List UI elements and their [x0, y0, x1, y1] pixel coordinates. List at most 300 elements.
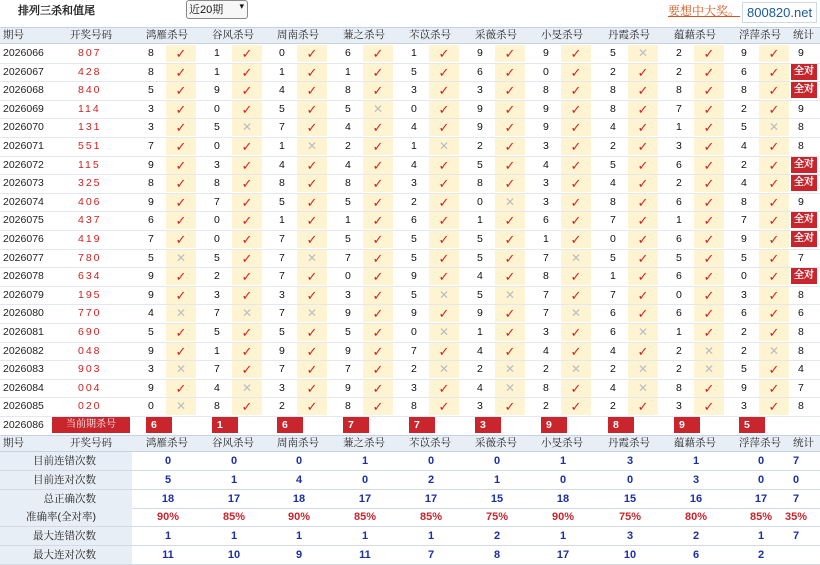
kill-number: 8	[477, 177, 483, 190]
stats-value: 8	[493, 549, 501, 561]
kill-number: 2	[741, 344, 747, 357]
kill-number: 7	[279, 307, 285, 320]
period-select[interactable]	[186, 0, 248, 19]
stats-value: 1	[427, 530, 435, 543]
check-icon: ✓	[495, 268, 525, 285]
check-icon: ✓	[297, 64, 327, 81]
table-row	[0, 44, 820, 64]
check-icon: ✓	[232, 398, 262, 415]
kill-number: 5	[610, 47, 616, 59]
check-icon: ✓	[232, 361, 262, 378]
stats-row	[0, 527, 820, 546]
kill-number: 7	[214, 195, 220, 208]
kill-number: 5	[279, 102, 285, 115]
check-icon: ✓	[232, 45, 262, 62]
issue-number: 2026073	[3, 177, 44, 190]
check-icon: ✓	[694, 287, 724, 304]
kill-number: 3	[477, 84, 483, 97]
kill-number: 5	[477, 288, 483, 301]
draw-number: 840	[78, 84, 102, 97]
check-icon: ✓	[297, 45, 327, 62]
kill-number: 3	[148, 363, 154, 376]
check-icon: ✓	[628, 398, 658, 415]
check-icon: ✓	[759, 250, 789, 267]
kill-number: 5	[411, 65, 417, 78]
check-icon: ✓	[561, 175, 591, 192]
check-icon: ✓	[694, 194, 724, 211]
kill-number: 3	[345, 288, 351, 301]
kill-number: 5	[676, 251, 682, 264]
check-icon: ✓	[694, 101, 724, 118]
kill-number: 7	[279, 270, 285, 283]
draw-number: 048	[78, 344, 102, 357]
kill-number: 9	[741, 233, 747, 245]
check-icon: ✓	[759, 45, 789, 62]
table-row	[0, 156, 820, 176]
check-icon: ✓	[759, 82, 789, 99]
kill-number: 4	[411, 158, 417, 171]
check-icon: ✓	[166, 138, 196, 155]
draw-number: 903	[78, 363, 102, 376]
kill-number: 0	[345, 270, 351, 283]
kill-number: 6	[676, 307, 682, 320]
check-icon: ✓	[561, 194, 591, 211]
expert-header: 小旻杀号	[541, 29, 583, 41]
expert-header: 周南杀号	[277, 29, 319, 41]
check-icon: ✓	[495, 398, 525, 415]
kill-number: 9	[477, 121, 483, 134]
check-icon: ✓	[429, 82, 459, 99]
kill-number: 2	[411, 363, 417, 376]
check-icon: ✓	[495, 212, 525, 229]
kill-number: 8	[148, 47, 154, 59]
kill-number: 0	[741, 270, 747, 283]
expert-header: 鸿雁杀号	[146, 29, 188, 41]
check-icon: ✓	[297, 398, 327, 415]
check-icon: ✓	[429, 101, 459, 118]
kill-number: 7	[543, 251, 549, 264]
kill-number: 7	[411, 344, 417, 357]
check-icon: ✓	[297, 82, 327, 99]
stats-value: 4	[295, 473, 303, 486]
stats-value: 0	[427, 455, 435, 467]
stats-value: 0	[295, 455, 303, 467]
draw-number: 437	[78, 214, 102, 227]
stats-value: 18	[161, 492, 175, 505]
kill-number: 3	[148, 102, 154, 115]
kill-number: 8	[411, 400, 417, 413]
check-icon: ✓	[363, 250, 393, 267]
check-icon: ✓	[166, 324, 196, 341]
check-icon: ✓	[363, 82, 393, 99]
cross-icon: ✕	[166, 398, 196, 415]
kill-number: 4	[148, 307, 154, 320]
expert-header: 丹霞杀号	[608, 437, 650, 449]
kill-number: 0	[214, 140, 220, 152]
kill-number: 9	[543, 121, 549, 134]
issue-number: 2026068	[3, 84, 44, 97]
kill-number: 7	[148, 233, 154, 245]
kill-number: 2	[741, 102, 747, 115]
stats-value: 16	[689, 492, 703, 505]
all-correct-badge: 全对	[791, 82, 817, 98]
current-kill-number: 1	[212, 417, 238, 433]
stats-value: 17	[227, 492, 241, 505]
kill-number: 2	[610, 65, 616, 78]
check-icon: ✓	[694, 138, 724, 155]
draw-number: 020	[78, 400, 102, 413]
kill-number: 3	[214, 158, 220, 171]
cross-icon: ✕	[429, 287, 459, 304]
kill-number: 3	[214, 288, 220, 301]
check-icon: ✓	[495, 157, 525, 174]
check-icon: ✓	[166, 82, 196, 99]
kill-number: 4	[214, 381, 220, 394]
cross-icon: ✕	[694, 343, 724, 360]
stats-value: 0	[230, 455, 238, 467]
watermark: 800820.net	[742, 2, 817, 23]
draw-number: 690	[78, 326, 102, 338]
kill-number: 9	[477, 307, 483, 320]
kill-number: 0	[279, 47, 285, 59]
stats-value: 15	[623, 492, 637, 505]
check-icon: ✓	[166, 157, 196, 174]
kill-number: 7	[610, 288, 616, 301]
kill-number: 8	[543, 381, 549, 394]
kill-number: 1	[676, 214, 682, 227]
kill-number: 1	[543, 233, 549, 245]
kill-number: 8	[741, 195, 747, 208]
table-row	[0, 397, 820, 417]
all-correct-badge: 全对	[791, 231, 817, 247]
draw-number: 551	[78, 140, 102, 152]
check-icon: ✓	[297, 101, 327, 118]
cross-icon: ✕	[232, 305, 262, 322]
check-icon: ✓	[628, 194, 658, 211]
issue-number: 2026072	[3, 158, 44, 171]
promo-link[interactable]: 要想中大奖。	[668, 4, 741, 18]
check-icon: ✓	[759, 157, 789, 174]
kill-number: 4	[610, 344, 616, 357]
draw-number: 807	[78, 47, 102, 59]
stat-count: 9	[798, 102, 804, 115]
table-row	[0, 193, 820, 213]
check-icon: ✓	[561, 45, 591, 62]
stats-value: 7	[427, 549, 435, 561]
kill-number: 9	[214, 84, 220, 97]
kill-number: 5	[279, 326, 285, 338]
cross-icon: ✕	[429, 361, 459, 378]
check-icon: ✓	[363, 157, 393, 174]
all-correct-badge: 全对	[791, 268, 817, 284]
expert-header: 蒹之杀号	[343, 29, 385, 41]
check-icon: ✓	[363, 268, 393, 285]
expert-header: 鸿雁杀号	[146, 437, 188, 449]
stats-row	[0, 490, 820, 509]
check-icon: ✓	[628, 175, 658, 192]
kill-number: 6	[148, 214, 154, 227]
table-row	[0, 267, 820, 287]
kill-number: 9	[148, 158, 154, 171]
stats-value: 0	[559, 473, 567, 486]
check-icon: ✓	[363, 175, 393, 192]
cross-icon: ✕	[495, 361, 525, 378]
cross-icon: ✕	[166, 361, 196, 378]
kill-number: 7	[148, 140, 154, 152]
check-icon: ✓	[232, 324, 262, 341]
stat-count: 8	[798, 288, 804, 301]
check-icon: ✓	[561, 101, 591, 118]
kill-number: 5	[411, 288, 417, 301]
stats-value: 3	[626, 455, 634, 467]
stats-value: 17	[556, 549, 570, 561]
kill-number: 4	[279, 84, 285, 97]
kill-number: 9	[345, 344, 351, 357]
check-icon: ✓	[694, 231, 724, 248]
check-icon: ✓	[297, 119, 327, 136]
kill-number: 4	[345, 121, 351, 134]
current-kill-number: 6	[146, 417, 172, 433]
kill-number: 4	[543, 344, 549, 357]
check-icon: ✓	[759, 175, 789, 192]
stats-value: 1	[361, 455, 369, 467]
kill-number: 5	[741, 121, 747, 134]
draw-number: 325	[78, 177, 102, 190]
kill-number: 9	[148, 288, 154, 301]
stats-value: 85%	[222, 511, 246, 524]
kill-number: 5	[214, 326, 220, 338]
kill-number: 4	[741, 140, 747, 152]
check-icon: ✓	[166, 268, 196, 285]
table-row	[0, 63, 820, 83]
kill-number: 0	[214, 233, 220, 245]
check-icon: ✓	[628, 305, 658, 322]
check-icon: ✓	[694, 380, 724, 397]
kill-number: 5	[741, 251, 747, 264]
check-icon: ✓	[297, 343, 327, 360]
check-icon: ✓	[628, 138, 658, 155]
kill-number: 8	[676, 381, 682, 394]
kill-number: 1	[279, 214, 285, 227]
stat-count: 9	[798, 47, 804, 59]
cross-icon: ✕	[166, 250, 196, 267]
kill-number: 9	[148, 270, 154, 283]
stats-value: 7	[792, 530, 800, 543]
check-icon: ✓	[297, 157, 327, 174]
draw-number: 114	[78, 102, 101, 115]
kill-number: 3	[477, 400, 483, 413]
kill-number: 7	[279, 233, 285, 245]
check-icon: ✓	[363, 138, 393, 155]
kill-number: 3	[148, 121, 154, 134]
check-icon: ✓	[759, 324, 789, 341]
cross-icon: ✕	[561, 250, 591, 267]
kill-number: 8	[214, 400, 220, 413]
stats-label: 最大连错次数	[0, 527, 132, 545]
check-icon: ✓	[232, 231, 262, 248]
kill-number: 7	[279, 251, 285, 264]
check-icon: ✓	[363, 194, 393, 211]
check-icon: ✓	[694, 175, 724, 192]
kill-number: 0	[214, 102, 220, 115]
kill-number: 3	[741, 288, 747, 301]
draw-header: 开奖号码	[70, 437, 112, 449]
check-icon: ✓	[429, 212, 459, 229]
expert-header: 蕴藉杀号	[674, 29, 716, 41]
stats-value: 0	[493, 455, 501, 467]
stats-value: 1	[493, 473, 501, 486]
check-icon: ✓	[561, 157, 591, 174]
check-icon: ✓	[429, 305, 459, 322]
stats-value: 85%	[749, 511, 773, 524]
draw-number: 406	[78, 195, 102, 208]
kill-number: 0	[477, 195, 483, 208]
header-row	[0, 435, 820, 452]
kill-number: 6	[676, 158, 682, 171]
kill-number: 3	[279, 381, 285, 394]
kill-number: 5	[345, 326, 351, 338]
kill-number: 4	[345, 158, 351, 171]
check-icon: ✓	[628, 343, 658, 360]
check-icon: ✓	[166, 212, 196, 229]
check-icon: ✓	[561, 212, 591, 229]
check-icon: ✓	[495, 119, 525, 136]
draw-number: 770	[78, 307, 102, 320]
kill-number: 9	[148, 344, 154, 357]
current-kill-number: 3	[475, 417, 501, 433]
kill-number: 2	[279, 400, 285, 413]
check-icon: ✓	[297, 380, 327, 397]
check-icon: ✓	[694, 250, 724, 267]
kill-number: 5	[411, 251, 417, 264]
table-row	[0, 304, 820, 324]
kill-number: 6	[676, 270, 682, 283]
check-icon: ✓	[495, 175, 525, 192]
issue-number: 2026074	[3, 195, 44, 208]
stats-label: 准确率(全对率)	[0, 508, 132, 526]
current-kill-number: 8	[608, 417, 634, 433]
check-icon: ✓	[759, 194, 789, 211]
stat-header: 统计	[793, 437, 814, 449]
draw-number: 634	[78, 270, 102, 283]
kill-number: 4	[610, 121, 616, 134]
check-icon: ✓	[561, 398, 591, 415]
check-icon: ✓	[759, 305, 789, 322]
check-icon: ✓	[166, 194, 196, 211]
kill-number: 1	[279, 65, 285, 78]
stats-value: 11	[359, 549, 371, 561]
issue-number: 2026081	[3, 326, 44, 338]
table-row	[0, 118, 820, 138]
check-icon: ✓	[297, 194, 327, 211]
check-icon: ✓	[363, 231, 393, 248]
kill-number: 0	[543, 65, 549, 78]
check-icon: ✓	[495, 138, 525, 155]
stats-value: 2	[692, 530, 700, 543]
kill-number: 4	[477, 270, 483, 283]
check-icon: ✓	[232, 157, 262, 174]
kill-number: 0	[610, 233, 616, 245]
check-icon: ✓	[232, 268, 262, 285]
kill-number: 3	[279, 288, 285, 301]
check-icon: ✓	[561, 119, 591, 136]
current-kill-number: 6	[277, 417, 303, 433]
table-row	[0, 100, 820, 120]
cross-icon: ✕	[232, 380, 262, 397]
kill-number: 1	[411, 47, 417, 59]
check-icon: ✓	[694, 119, 724, 136]
stats-value: 0	[626, 473, 634, 486]
check-icon: ✓	[759, 212, 789, 229]
all-correct-badge: 全对	[791, 64, 817, 80]
cross-icon: ✕	[495, 380, 525, 397]
table-row	[0, 211, 820, 231]
check-icon: ✓	[363, 119, 393, 136]
current-kill-number: 7	[409, 417, 435, 433]
kill-number: 8	[279, 177, 285, 190]
kill-number: 5	[610, 158, 616, 171]
kill-number: 8	[543, 84, 549, 97]
cross-icon: ✕	[495, 194, 525, 211]
check-icon: ✓	[429, 45, 459, 62]
kill-number: 7	[543, 307, 549, 320]
kill-number: 0	[214, 214, 220, 227]
stats-value: 5	[164, 473, 172, 486]
kill-number: 6	[610, 307, 616, 320]
cross-icon: ✕	[759, 119, 789, 136]
kill-number: 1	[411, 140, 417, 152]
stats-value: 85%	[353, 511, 377, 524]
kill-number: 9	[345, 381, 351, 394]
check-icon: ✓	[297, 361, 327, 378]
kill-number: 3	[411, 381, 417, 394]
stats-value: 15	[490, 492, 504, 505]
stats-row	[0, 546, 820, 565]
draw-number: 428	[78, 65, 102, 78]
kill-number: 0	[148, 400, 154, 413]
cross-icon: ✕	[628, 324, 658, 341]
check-icon: ✓	[694, 157, 724, 174]
expert-header: 周南杀号	[277, 437, 319, 449]
cross-icon: ✕	[628, 45, 658, 62]
stats-value: 1	[361, 530, 369, 543]
issue-number: 2026086	[3, 419, 44, 431]
check-icon: ✓	[363, 287, 393, 304]
kill-number: 4	[477, 344, 483, 357]
check-icon: ✓	[628, 82, 658, 99]
kill-number: 7	[214, 307, 220, 320]
check-icon: ✓	[429, 175, 459, 192]
kill-number: 2	[214, 270, 220, 283]
kill-number: 9	[741, 381, 747, 394]
stat-count: 8	[798, 326, 804, 338]
kill-number: 9	[477, 102, 483, 115]
check-icon: ✓	[561, 268, 591, 285]
kill-number: 5	[345, 233, 351, 245]
stats-value: 10	[227, 549, 241, 561]
current-kill-number: 5	[739, 417, 765, 433]
check-icon: ✓	[166, 343, 196, 360]
cross-icon: ✕	[628, 361, 658, 378]
current-kill-label: 当前期杀号	[52, 417, 130, 433]
kill-number: 3	[676, 140, 682, 152]
check-icon: ✓	[232, 287, 262, 304]
issue-number: 2026080	[3, 307, 44, 320]
kill-number: 4	[741, 177, 747, 190]
cross-icon: ✕	[363, 101, 393, 118]
check-icon: ✓	[363, 380, 393, 397]
expert-header: 丹霞杀号	[608, 29, 650, 41]
